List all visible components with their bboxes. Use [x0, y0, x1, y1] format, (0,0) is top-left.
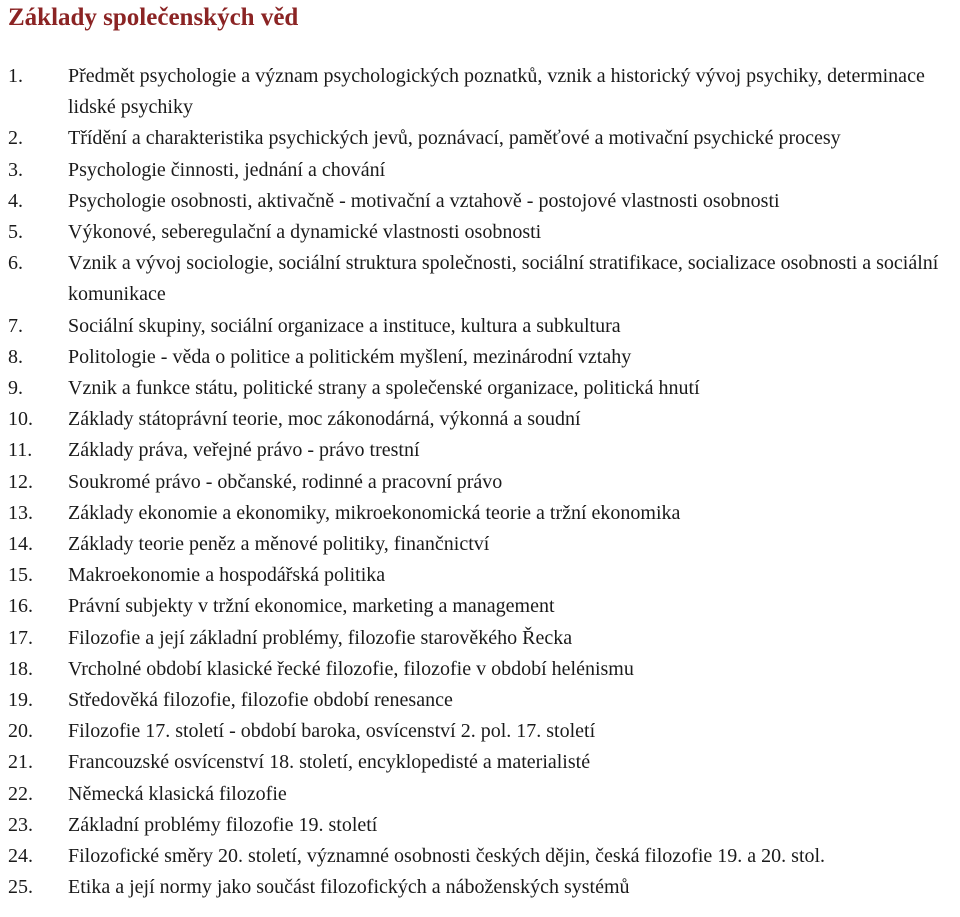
- item-number: 1.: [8, 65, 23, 87]
- item-text: Soukromé právo - občanské, rodinné a pracovní právo: [68, 470, 503, 493]
- item-number: 19.: [8, 689, 33, 712]
- item-number: 14.: [8, 533, 33, 556]
- topic-list: [0, 61, 960, 903]
- item-number: 4.: [8, 189, 23, 212]
- list-item: [0, 779, 960, 810]
- item-text: Filozofické směry 20. století, významné osobnosti českých dějin, česká filozofie 19. a 20. stol.: [68, 845, 826, 868]
- list-item: [0, 498, 960, 529]
- item-number: 18.: [8, 657, 33, 680]
- list-item: [0, 841, 960, 872]
- list-item: [0, 123, 960, 154]
- item-number: 13.: [8, 501, 33, 524]
- item-number: 21.: [8, 751, 33, 774]
- list-item: [0, 654, 960, 685]
- item-number: 11.: [8, 439, 33, 462]
- item-text: Základy ekonomie a ekonomiky, mikroekonomická teorie a tržní ekonomika: [68, 501, 681, 524]
- item-text: Výkonové, seberegulační a dynamické vlastnosti osobnosti: [68, 221, 542, 244]
- list-item: [0, 810, 960, 841]
- list-item: [0, 623, 960, 654]
- item-text: Předmět psychologie a význam psychologických poznatků, vznik a historický vývoj psychiky, determinace lidské psychiky: [68, 65, 925, 119]
- item-text: Základní problémy filozofie 19. století: [68, 813, 378, 836]
- list-item: [0, 61, 960, 123]
- item-number: 24.: [8, 845, 33, 868]
- item-text: Německá klasická filozofie: [68, 782, 287, 805]
- item-text: Středověká filozofie, filozofie období renesance: [68, 689, 453, 712]
- item-number: 17.: [8, 626, 33, 649]
- item-text: Základy státoprávní teorie, moc zákonodárná, výkonná a soudní: [68, 408, 581, 431]
- item-text: Francouzské osvícenství 18. století, encyklopedisté a materialisté: [68, 751, 591, 774]
- item-number: 7.: [8, 314, 23, 337]
- item-number: 3.: [8, 158, 23, 181]
- item-text: Filozofie a její základní problémy, filozofie starověkého Řecka: [68, 626, 573, 649]
- item-text: Základy teorie peněz a měnové politiky, finančnictví: [68, 533, 490, 556]
- item-text: Právní subjekty v tržní ekonomice, marketing a management: [68, 595, 555, 618]
- item-text: Třídění a charakteristika psychických jevů, poznávací, paměťové a motivační psychické procesy: [68, 127, 841, 150]
- item-text: Vznik a vývoj sociologie, sociální struktura společnosti, sociální stratifikace, socializace osobnosti a sociální komunikace: [68, 252, 939, 306]
- page-title: Základy společenských věd: [8, 4, 299, 31]
- list-item: [0, 373, 960, 404]
- list-item: [0, 560, 960, 591]
- item-text: Psychologie osobnosti, aktivačně - motivační a vztahově - postojové vlastnosti osobnosti: [68, 189, 780, 212]
- item-number: 8.: [8, 345, 23, 368]
- list-item: [0, 435, 960, 466]
- list-item: [0, 217, 960, 248]
- item-number: 25.: [8, 876, 33, 899]
- list-item: [0, 591, 960, 622]
- item-number: 22.: [8, 782, 33, 805]
- list-item: [0, 685, 960, 716]
- list-item: [0, 716, 960, 747]
- item-text: Filozofie 17. století - období baroka, osvícenství 2. pol. 17. století: [68, 720, 596, 743]
- item-number: 10.: [8, 408, 33, 431]
- list-item: [0, 342, 960, 373]
- item-text: Vznik a funkce státu, politické strany a společenské organizace, politická hnutí: [68, 377, 700, 400]
- list-item: [0, 404, 960, 435]
- item-number: 16.: [8, 595, 33, 618]
- list-item: [0, 529, 960, 560]
- list-item: [0, 155, 960, 186]
- list-item: [0, 248, 960, 310]
- list-item: [0, 747, 960, 778]
- item-number: 2.: [8, 127, 23, 150]
- item-number: 15.: [8, 564, 33, 587]
- item-text: Etika a její normy jako součást filozofických a náboženských systémů: [68, 876, 630, 899]
- list-item: [0, 872, 960, 903]
- item-text: Základy práva, veřejné právo - právo trestní: [68, 439, 420, 462]
- item-text: Politologie - věda o politice a politickém myšlení, mezinárodní vztahy: [68, 345, 632, 368]
- item-number: 12.: [8, 470, 33, 493]
- list-item: [0, 186, 960, 217]
- item-text: Makroekonomie a hospodářská politika: [68, 564, 386, 587]
- item-number: 9.: [8, 377, 23, 400]
- item-number: 23.: [8, 813, 33, 836]
- item-text: Psychologie činnosti, jednání a chování: [68, 158, 386, 181]
- item-number: 5.: [8, 221, 23, 244]
- item-text: Sociální skupiny, sociální organizace a instituce, kultura a subkultura: [68, 314, 621, 337]
- list-item: [0, 467, 960, 498]
- list-item: [0, 311, 960, 342]
- item-number: 6.: [8, 252, 23, 275]
- item-number: 20.: [8, 720, 33, 743]
- item-text: Vrcholné období klasické řecké filozofie, filozofie v období helénismu: [68, 657, 634, 680]
